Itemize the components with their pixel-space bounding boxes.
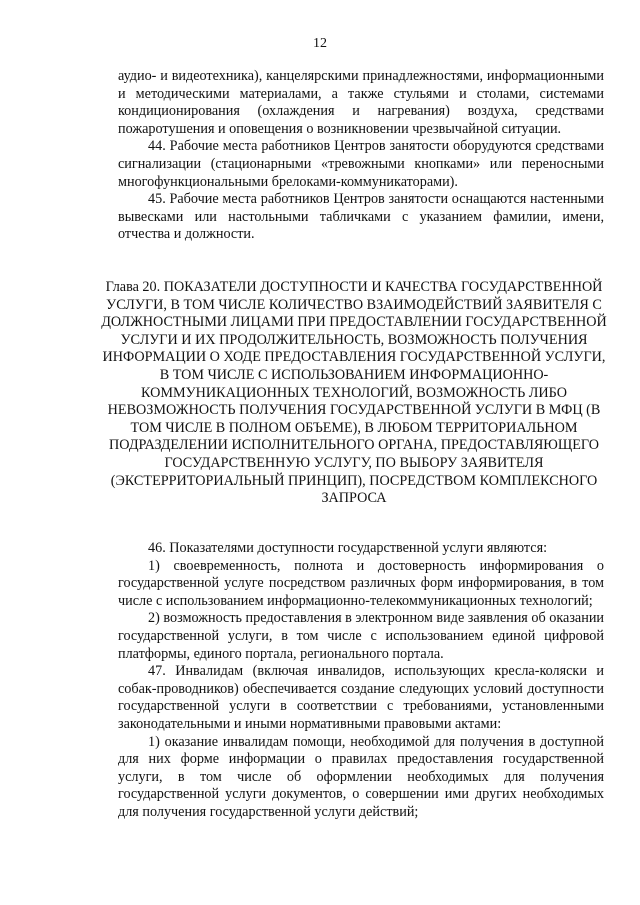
paragraph-45: 45. Рабочие места работников Центров занятости оснащаются настенными вывесками или настольными табличками с указанием фамилии, имени, отчества и должности.	[118, 191, 604, 243]
paragraph-46-item-2: 2) возможность предоставления в электронном виде заявления об оказании государственной услуги, в том числе с использованием единой цифровой платформы, единого портала, регионального портала.	[118, 610, 604, 662]
paragraph-44: 44. Рабочие места работников Центров занятости оборудуются средствами сигнализации (стационарными «тревожными кнопками» или переносными многофункциональными брелоками-коммуникаторами).	[118, 138, 604, 190]
chapter-heading: Глава 20. ПОКАЗАТЕЛИ ДОСТУПНОСТИ И КАЧЕСТВА ГОСУДАРСТВЕННОЙ УСЛУГИ, В ТОМ ЧИСЛЕ КОЛИЧЕСТВО ВЗАИМОДЕЙСТВИЙ ЗАЯВИТЕЛЯ С ДОЛЖНОСТНЫМИ ЛИЦАМИ ПРИ ПРЕДОСТАВЛЕНИИ ГОСУДАРСТВЕННОЙ УСЛУГИ И ИХ ПРОДОЛЖИТЕЛЬНОСТЬ, ВОЗМОЖНОСТЬ ПОЛУЧЕНИЯ ИНФОРМАЦИИ О ХОДЕ ПРЕДОСТАВЛЕНИЯ ГОСУДАРСТВЕННОЙ УСЛУГИ, В ТОМ ЧИСЛЕ С ИСПОЛЬЗОВАНИЕМ ИНФОРМАЦИОННО-КОММУНИКАЦИОННЫХ ТЕХНОЛОГИЙ, ВОЗМОЖНОСТЬ ЛИБО НЕВОЗМОЖНОСТЬ ПОЛУЧЕНИЯ ГОСУДАРСТВЕННОЙ УСЛУГИ В МФЦ (В ТОМ ЧИСЛЕ В ПОЛНОМ ОБЪЕМЕ), В ЛЮБОМ ТЕРРИТОРИАЛЬНОМ ПОДРАЗДЕЛЕНИИ ИСПОЛНИТЕЛЬНОГО ОРГАНА, ПРЕДОСТАВЛЯЮЩЕГО ГОСУДАРСТВЕННУЮ УСЛУГУ, ПО ВЫБОРУ ЗАЯВИТЕЛЯ (ЭКСТЕРРИТОРИАЛЬНЫЙ ПРИНЦИП), ПОСРЕДСТВОМ КОМПЛЕКСНОГО ЗАПРОСА	[101, 279, 607, 507]
paragraph-47-item-1: 1) оказание инвалидам помощи, необходимой для получения в доступной для них форме информации о правилах предоставления государственной услуги, в том числе об оформлении необходимых для получения государственной услуги документов, о совершении ими других необходимых для получения государственной услуги действий;	[118, 733, 604, 820]
bottom-text-block	[118, 540, 604, 822]
paragraph-46-item-1: 1) своевременность, полнота и достоверность информирования о государственной услуге посредством различных форм информирования, в том числе с использованием информационно-телекоммуникационных технологий;	[118, 557, 604, 609]
paragraph-continued: аудио- и видеотехника), канцелярскими принадлежностями, информационными и методическими материалами, а также стульями и столами, системами кондиционирования (охлаждения и нагревания) воздуха, средствами пожаротушения и оповещения о возникновении чрезвычайной ситуации.	[118, 68, 604, 137]
paragraph-46: 46. Показателями доступности государственной услуги являются:	[148, 540, 548, 556]
top-text-block	[118, 68, 604, 244]
paragraph-47: 47. Инвалидам (включая инвалидов, использующих кресла-коляски и собак-проводников) обеспечивается создание следующих условий доступности государственной услуги в соответствии с требованиями, установленными законодательными и иными нормативными правовыми актами:	[118, 663, 604, 732]
page-number: 12	[313, 36, 327, 51]
